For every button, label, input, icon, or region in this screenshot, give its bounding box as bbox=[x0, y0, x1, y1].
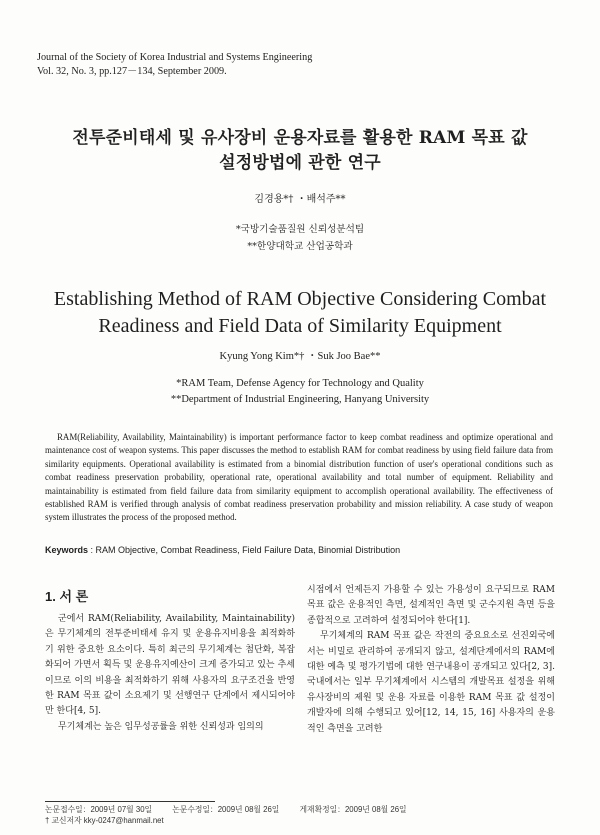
received-date: 논문접수일：2009년 07월 30일 bbox=[45, 805, 153, 814]
english-affiliation-2: **Department of Industrial Engineering, Hanyang University bbox=[170, 394, 430, 405]
right-paragraph-1: 시점에서 언제든지 가용할 수 있는 가용성이 요구되므로 RAM 목표 값은 운용적인 측면, 설계적인 측면 및 군수지원 측면 등을 종합적으로 고려하여 설정되어야 한다[1]. bbox=[307, 585, 555, 626]
korean-title bbox=[0, 126, 600, 176]
accepted-date: 게재확정일：2009년 08월 26일 bbox=[299, 805, 407, 814]
left-paragraph-1: 군에서 RAM(Reliability, Availability, Maintainability)은 무기체계의 전투준비태세 유지 및 운용유지비용을 최적화하기 위한 중요한 요소이다. 특히 최근의 무기체계는 첨단화, 복잡화되어 가면서 획득 및 운용유지예산이 크게 증가되고 있는 추세이므로 이의 비용을 최적화하기 위해 사용자의 요구조건을 반영한 RAM 목표 값이 소요제기 및 선행연구 단계에서 제시되어야만 한다[4, 5]. bbox=[45, 614, 295, 717]
left-paragraph-2: 무기체계는 높은 임무성공률을 위한 신뢰성과 임의의 bbox=[58, 721, 264, 732]
korean-authors: 김경용*† ・배석주** bbox=[254, 194, 346, 205]
english-title-line1: Establishing Method of RAM Objective Considering Combat bbox=[53, 288, 547, 310]
keywords-label: Keywords bbox=[45, 545, 89, 555]
footnote bbox=[45, 804, 425, 826]
korean-title-line1: 전투준비태세 및 유사장비 운용자료를 활용한 RAM 목표 값 bbox=[72, 128, 528, 148]
english-affiliations bbox=[0, 376, 600, 408]
left-column bbox=[45, 612, 295, 735]
journal-name: Journal of the Society of Korea Industrial and Systems Engineering bbox=[37, 52, 313, 63]
korean-title-line2: 설정방법에 관한 연구 bbox=[219, 153, 381, 173]
right-paragraph-2: 무기체계의 RAM 목표 값은 작전의 중요요소로 선진외국에서는 비밀로 관리하여 공개되지 않고, 설계단계에서의 RAM에 대한 예측 및 평가기법에 대한 연구내용이 공개되고 있다[2, 3]. 국내에서는 일부 무기체계에서 시스템의 개발목표 설정을 위해 유사장비의 제원 및 운용 자료를 이용한 RAM 목표 값 설정이 개발자에 의해 수행되고 있어[12, 14, 15, 16] 사용자의 운용적인 측면을 고려한 bbox=[307, 631, 555, 734]
korean-affiliation-2: **한양대학교 산업공학과 bbox=[247, 241, 353, 252]
korean-affiliations bbox=[0, 221, 600, 255]
journal-volume: Vol. 32, No. 3, pp.127－134, September 2009. bbox=[37, 66, 227, 77]
footnote-divider bbox=[45, 801, 215, 802]
right-column bbox=[307, 583, 555, 737]
revised-date: 논문수정일：2009년 08월 26일 bbox=[172, 805, 280, 814]
english-title-line2: Readiness and Field Data of Similarity Equipment bbox=[98, 315, 502, 337]
journal-info bbox=[37, 51, 312, 79]
abstract: RAM(Reliability, Availability, Maintainability) is important performance factor to keep combat readiness and optimize operational and maintenance cost of weapon systems. This paper discusses the method to establish RAM for combat readiness by using field failure data from similarity equipments. Operational availability is estimated from a binomial distribution function of user's operational conditions such as combat readiness preservation probability, operational rate, operational availability and total number of equipment. Reliability and maintainability is estimated from field failure data from similarity equipment to accomplish operational availability. The effectiveness of established RAM is verified through analysis of combat readiness preservation probability and mission reliability. A case study of weapon system illustrates the process of the proposed method. bbox=[45, 432, 553, 523]
corresponding-author: † 교신저자 kky-0247@hanmail.net bbox=[45, 816, 164, 825]
footnote-dates bbox=[45, 804, 425, 815]
korean-affiliation-1: *국방기술품질원 신뢰성분석팀 bbox=[235, 224, 365, 235]
english-title bbox=[0, 286, 600, 340]
section-heading: 1. 서 론 bbox=[45, 589, 89, 604]
keywords bbox=[45, 545, 565, 555]
keywords-text: : RAM Objective, Combat Readiness, Field Failure Data, Binomial Distribution bbox=[90, 545, 401, 555]
english-affiliation-1: *RAM Team, Defense Agency for Technology and Quality bbox=[176, 378, 424, 389]
english-authors: Kyung Yong Kim*† ・Suk Joo Bae** bbox=[219, 351, 381, 362]
